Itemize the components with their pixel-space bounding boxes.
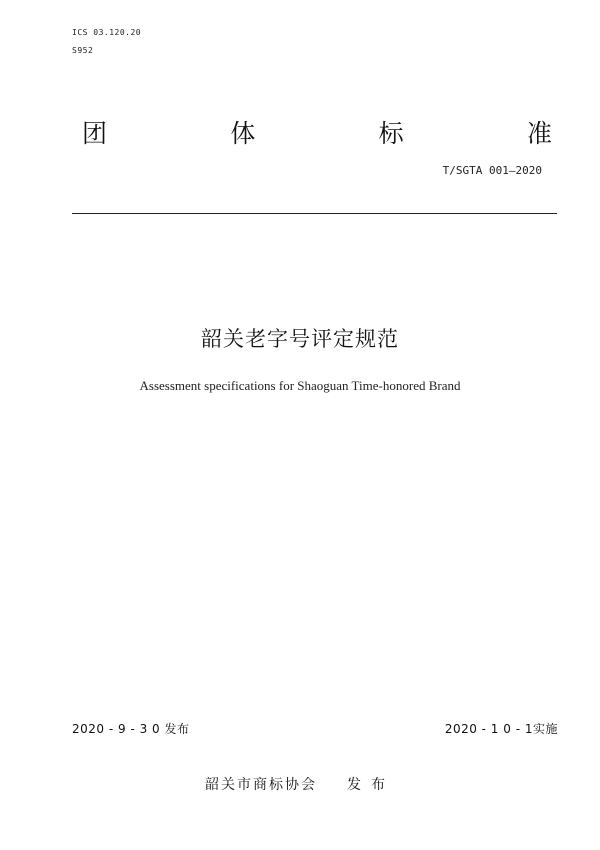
standard-type-heading bbox=[82, 114, 552, 150]
header-divider bbox=[72, 213, 557, 214]
standard-type-char: 体 bbox=[230, 119, 256, 148]
issuer-line bbox=[0, 774, 600, 794]
ics-code: ICS 03.120.20 bbox=[72, 28, 142, 37]
implementation-date: 2020 - 1 0 - 1实施 bbox=[444, 722, 558, 736]
document-title-chinese: 韶关老字号评定规范 bbox=[201, 327, 399, 351]
standard-type-char: 准 bbox=[526, 119, 552, 148]
issuer-action: 发布 bbox=[347, 777, 395, 793]
standard-number: T/SGTA 001—2020 bbox=[442, 164, 542, 177]
standard-type-char: 标 bbox=[378, 119, 404, 148]
document-title-english: Assessment specifications for Shaoguan Time-honored Brand bbox=[139, 378, 461, 393]
standard-type-char: 团 bbox=[82, 119, 108, 148]
publication-date: 2020 - 9 - 3 0 发布 bbox=[72, 722, 190, 736]
issuer-organization: 韶关市商标协会 bbox=[205, 777, 317, 793]
ccs-code: S952 bbox=[72, 46, 94, 55]
